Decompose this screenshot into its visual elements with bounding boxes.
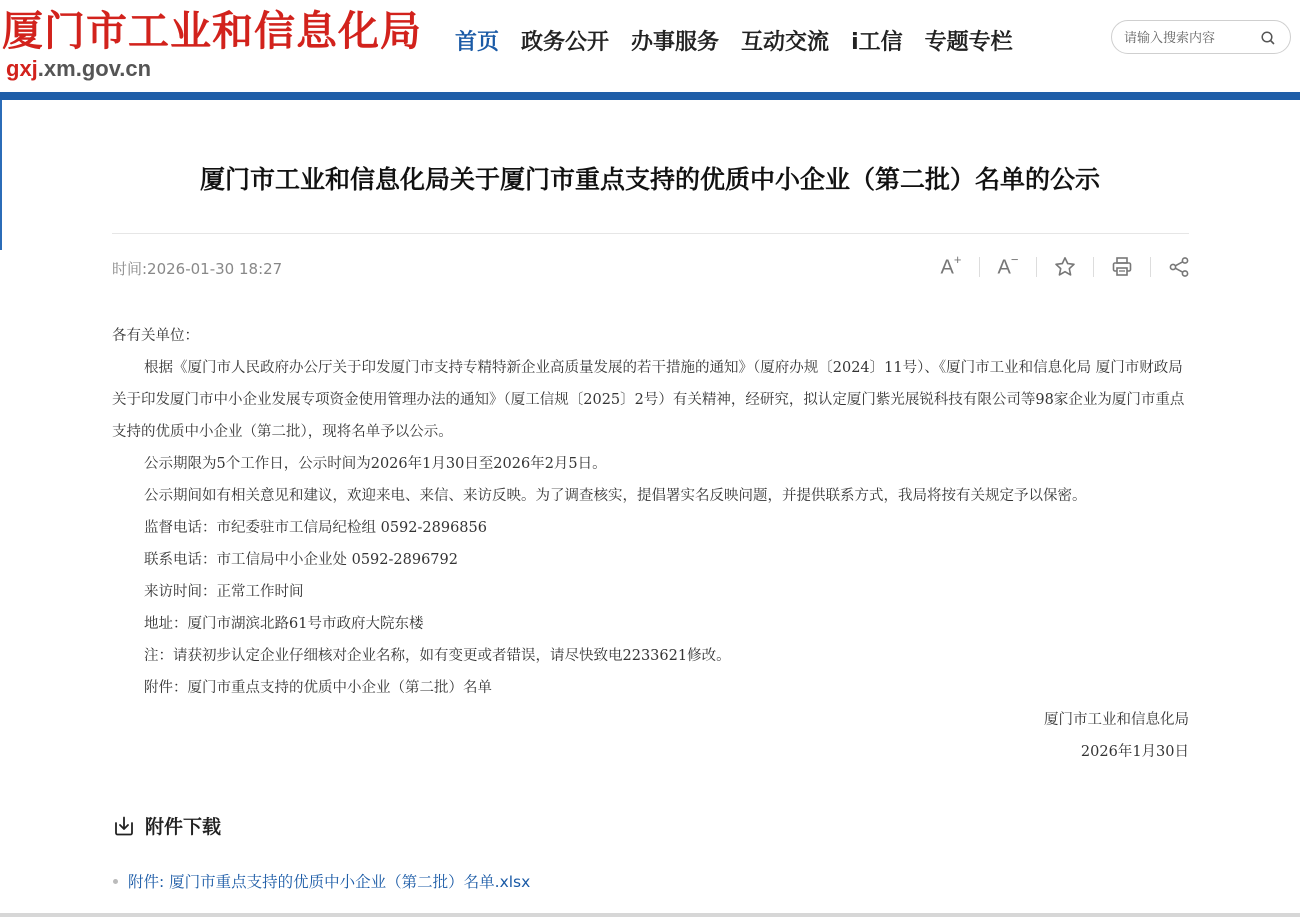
attachments-header [113, 812, 221, 839]
font-increase-button[interactable] [935, 252, 967, 282]
toolbar-separator [1093, 257, 1094, 277]
visit-hours: 来访时间：正常工作时间 [144, 584, 304, 600]
attachments-list [113, 870, 530, 892]
note: 注：请获初步认定企业仔细核对企业名称，如有变更或者错误，请尽快致电2233621修改。 [144, 648, 731, 664]
attachment-download-link[interactable]: 附件: 厦门市重点支持的优质中小企业（第二批）名单.xlsx [128, 873, 531, 891]
share-button[interactable] [1163, 252, 1195, 282]
list-item [113, 870, 530, 892]
signature-date: 2026年1月30日 [1080, 744, 1189, 760]
nav-item-topics[interactable]: 专题专栏 [924, 30, 1013, 55]
nav-item-gov-affairs[interactable]: 政务公开 [521, 30, 610, 55]
article-body [112, 320, 1189, 768]
nav-item-home[interactable]: 首页 [455, 30, 500, 55]
share-icon [1167, 255, 1191, 279]
toolbar-separator [1036, 257, 1037, 277]
publish-time: 时间:2026-01-30 18:27 [112, 260, 283, 278]
font-decrease-icon: A− [997, 252, 1019, 279]
toolbar-separator [1150, 257, 1151, 277]
body-paragraph: 公示期限为5个工作日，公示时间为2026年1月30日至2026年2月5日。 [144, 456, 607, 472]
font-increase-icon: A+ [940, 252, 962, 279]
site-logo-title[interactable]: 厦门市工业和信息化局 [2, 7, 422, 55]
search-icon[interactable] [1260, 30, 1276, 46]
body-paragraph: 公示期间如有相关意见和建议，欢迎来电、来信、来访反映。为了调查核实，提倡署实名反映问题，并提供联系方式，我局将按有关规定予以保密。 [144, 488, 1087, 504]
bullet-icon [113, 879, 118, 884]
attachments-heading: 附件下载 [145, 816, 222, 838]
star-icon [1053, 255, 1077, 279]
article-toolbar [935, 252, 1195, 282]
header-blue-bar [0, 92, 1300, 100]
download-icon [113, 815, 135, 837]
salutation: 各有关单位： [112, 328, 199, 344]
search-box [1111, 20, 1291, 54]
site-domain[interactable] [6, 56, 151, 82]
favorite-button[interactable] [1049, 252, 1081, 282]
print-icon [1110, 255, 1134, 279]
nav-item-i-gongxin[interactable]: i工信 [851, 30, 903, 55]
body-paragraph: 根据《厦门市人民政府办公厅关于印发厦门市支持专精特新企业高质量发展的若干措施的通知》（厦府办规〔2024〕11号）、《厦门市工业和信息化局 厦门市财政局关于印发厦门市中小企业发展专项资金使用管理办法的通知》（厦工信规〔2025〕2号）有关精神，经研究，拟认定厦门紫光展锐科技有限公司等98家企业为厦门市重点支持的优质中小企业（第二批），现将名单予以公示。 [112, 360, 1185, 440]
attachment-reference: 附件：厦门市重点支持的优质中小企业（第二批）名单 [144, 680, 492, 696]
font-decrease-button[interactable] [992, 252, 1024, 282]
nav-item-services[interactable]: 办事服务 [631, 30, 720, 55]
nav-item-interaction[interactable]: 互动交流 [741, 30, 830, 55]
supervision-phone: 监督电话：市纪委驻市工信局纪检组 0592-2896856 [144, 520, 487, 536]
article-title: 厦门市工业和信息化局关于厦门市重点支持的优质中小企业（第二批）名单的公示 [199, 165, 1100, 194]
title-divider [112, 233, 1189, 234]
contact-phone: 联系电话：市工信局中小企业处 0592-2896792 [144, 552, 458, 568]
footer-divider [0, 913, 1300, 917]
site-domain-prefix: gxj [6, 56, 38, 81]
search-input[interactable] [1124, 27, 1254, 49]
address: 地址：厦门市湖滨北路61号市政府大院东楼 [144, 616, 424, 632]
toolbar-separator [979, 257, 980, 277]
signature: 厦门市工业和信息化局 [1044, 712, 1189, 728]
site-header [0, 0, 1300, 92]
main-nav [455, 26, 1035, 60]
print-button[interactable] [1106, 252, 1138, 282]
site-domain-suffix: .xm.gov.cn [37, 56, 152, 81]
